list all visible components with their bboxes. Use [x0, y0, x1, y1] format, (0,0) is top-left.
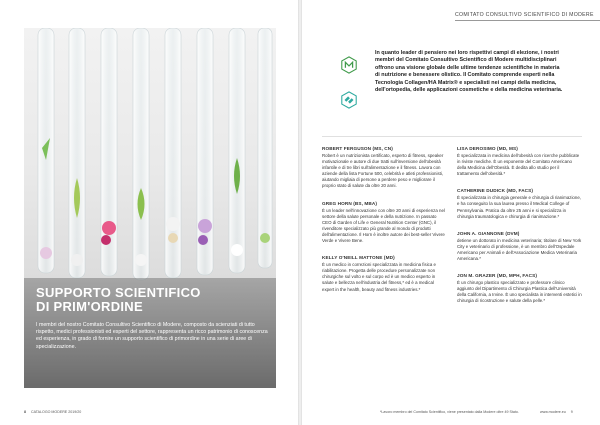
bio-column-1 [322, 146, 447, 304]
modere-m-logo-icon [340, 56, 358, 74]
bio-entry [457, 273, 582, 304]
bio-name: KELLY O'NEILL MATTONE (MD) [322, 255, 395, 261]
brand-icons [340, 56, 362, 126]
right-page-number: 9 [570, 410, 573, 414]
test-tubes-photo [24, 28, 276, 388]
left-page-number: 8 [24, 410, 26, 414]
bio-entry [322, 255, 447, 292]
bio-text: È un medico in correzioni specializzata in medicina fisica e riabilitazione. Progetta delle procedure personalizzate non chirurgiche sul volto e sul corpo ed è un medico esperto in salute e bellezza nell'industria del fitness,* ed è a medical expert in the health, beauty and fitness industries.* [322, 262, 436, 292]
headline-line-1: SUPPORTO SCIENTIFICO [36, 285, 201, 300]
bio-text: detiene un dottorato in medicina veterinaria; titolare di New York City e veterinario di professione, è un membro dell'Ospedale Americano per Animali e dell'Associazione Medica Veterinaria Americana.* [457, 237, 582, 262]
bio-name: LISA DEROSIMO (MD, MS) [457, 146, 518, 151]
photo-caption [36, 286, 270, 351]
content-divider [322, 136, 582, 137]
bio-text: È specializzata in medicina dell'obesità con ricerche pubblicate in riviste mediche. È un esponente del Comitato Americano della Medicina dell'Obesità. È dedita allo studio per il trattamento dell'obesità.* [457, 153, 580, 177]
tube-6 [197, 28, 213, 275]
bio-name: GREG HORN (BS, MBA) [322, 200, 378, 206]
left-footer-label: CATALOGO MODERE 2019/20 [31, 410, 82, 414]
tube-4 [133, 28, 149, 280]
right-footer [540, 410, 573, 414]
collagen-logo-icon [340, 91, 358, 109]
intro-paragraph: I membri del nostro Comitato Consultivo Scientifico di Modere, composto da scienziati di tutto rispetto, medici professionisti ed esperti del settore, rappresenta un ricco patrimonio di conoscenza ed esperienza, in grado di fornire un supporto scientifico di primordine in una serie di aree di specializzazione. [36, 322, 268, 350]
bio-entry [457, 188, 582, 219]
tube-5 [165, 28, 181, 278]
bio-text: È un chirurgo plastico specializzato e professore clinico aggiunto del Dipartimento di Chirurgia Plastica dell'Università della California, a Irvine. È uno specialista in interventi estetici in chirurgia di ricostruzione e salute della pelle.* [457, 280, 582, 304]
page-headline [36, 286, 270, 314]
section-rule [455, 20, 600, 21]
tube-8 [258, 28, 272, 268]
left-footer [24, 410, 81, 414]
lead-paragraph: In quanto leader di pensiero nei loro rispettivi campi di elezione, i nostri membri del Comitato Consultivo Scientifico di Modere multidisciplinari offrono una visione globale delle ultime tendenze scientifiche in materia di nutrizione e benessere olistico. Il Comitato comprende esperti nella Tecnologia Collagen/HA Matrix® e specialisti nei campi della medicina, dell'ortopedia, delle applicazioni cosmetiche e della medicina veterinaria. [375, 50, 563, 94]
tube-3 [101, 28, 117, 276]
tube-7 [229, 28, 245, 273]
footnote: *Lavoro membro del Comitato Scientifico, viene presentato dalla Modere oltre 49 Stato. [380, 410, 519, 414]
left-page [0, 0, 298, 425]
bio-column-2 [457, 146, 582, 316]
tube-1 [38, 28, 54, 273]
bio-entry [322, 201, 447, 245]
bio-text: Robert è un nutrizionista certificato, esperto di fitness, speaker motivazionale e autore di due tratti sull'inversione dell'obesità infantile e di tre libri sull'alimentazione e il fitness. Lavora con aziende della lista Fortune 500, celebrità e atleti professionisti, aiutando migliaia di persone a perdere peso e migliorare il proprio stato di salute da oltre 20 anni. [322, 153, 444, 189]
section-tag: COMITATO CONSULTIVO SCIENTIFICO DI MODERE [455, 12, 594, 18]
bio-entry [457, 231, 582, 262]
footer-site: www.modere.eu [540, 410, 566, 414]
bio-name: JOHN A. GIANNONE (DVM) [457, 230, 520, 236]
bio-name: ROBERT FERGUSON (MS, CN) [322, 146, 393, 151]
bio-name: CATHERINE DUDICK (MD, FACS) [457, 188, 534, 194]
bio-entry [457, 146, 582, 177]
headline-line-2: DI PRIM'ORDINE [36, 299, 143, 314]
bio-text: È un leader nell'innovazione con oltre 20 anni di esperienza nel settore della salute personale e della nutrizione. In passato CEO di Garden of Life e General Nutrition Center (GNC), il rivenditore specializzato più grande al mondo di prodotti dell'alimentazione. Il Horn è inoltre autore dei best-seller Vivere Verde e Vivere Bene. [322, 207, 445, 244]
bio-entry [322, 146, 447, 190]
bio-text: È specializzata in chirurgia generale e chirurgia di rianimazione, e ha conseguito la sua laurea presso il Medical College of Pennsylvania. Pratica da oltre 25 anni e si specializza in chirurgia traumatologica e chirurgia di rianimazione.* [457, 195, 581, 219]
bio-name: JON M. GRAZER (MD, MPH, FACS) [457, 273, 537, 279]
tube-2 [69, 28, 85, 278]
